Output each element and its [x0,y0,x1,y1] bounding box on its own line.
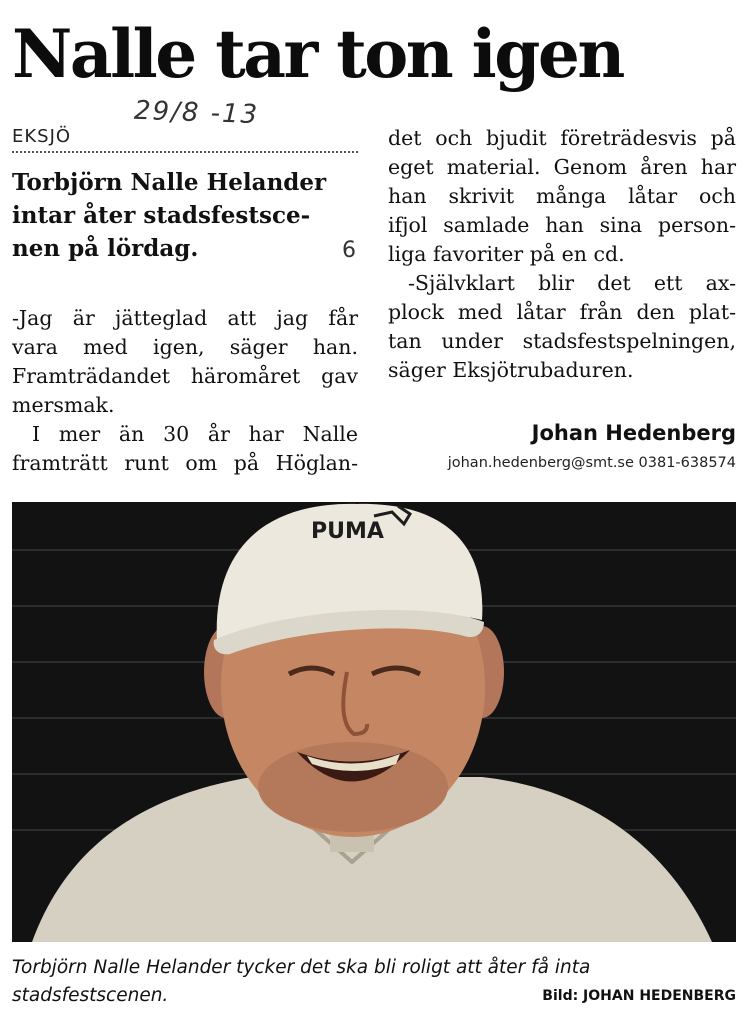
handwritten-mark: 6 [342,238,356,263]
dotted-divider [12,151,358,153]
body-line: han skrivit många låtar och [388,184,736,208]
body-line: vara med igen, säger han. [12,335,358,359]
body-line: plock med låtar från den plat- [388,300,736,324]
lead-line: nen på lördag. [12,235,199,262]
body-line: tan under stadsfestspelningen, [388,329,736,353]
article-photo [12,502,736,942]
body-column-1 [12,304,358,478]
lead-paragraph [12,166,358,265]
body-line: eget material. Genom åren har [388,155,736,179]
kicker: EKSJÖ [12,126,72,147]
body-line: framträtt runt om på Höglan- [12,451,358,475]
photo-caption: Torbjörn Nalle Helander tycker det ska bli roligt att åter få inta stadsfestscenen. [12,957,591,1006]
byline: Johan Hedenberg [531,421,736,445]
body-line: det och bjudit företrädesvis på [388,126,736,150]
body-line: -Jag är jätteglad att jag får [12,306,358,330]
body-line: säger Eksjötrubaduren. [388,358,634,382]
body-line: Framträdandet häromåret gav [12,364,358,388]
photo-credit: Bild: JOHAN HEDENBERG [542,988,736,1004]
handwritten-date: 29/8 -13 [133,95,260,131]
portrait-illustration [12,502,736,942]
body-line: liga favoriter på en cd. [388,242,625,266]
lead-line: intar åter stadsfestsce- [12,202,311,229]
body-line: mersmak. [12,393,115,417]
contact-info: johan.hedenberg@smt.se 0381-638574 [447,455,736,471]
body-line: I mer än 30 år har Nalle [32,422,358,446]
cap-logo: PUMA [311,519,384,544]
body-line: -Självklart blir det ett ax- [408,271,736,295]
headline: Nalle tar ton igen [12,15,623,93]
body-line: ifjol samlade han sina person- [388,213,736,237]
body-column-2 [388,124,736,385]
lead-line: Torbjörn Nalle Helander [12,169,327,196]
